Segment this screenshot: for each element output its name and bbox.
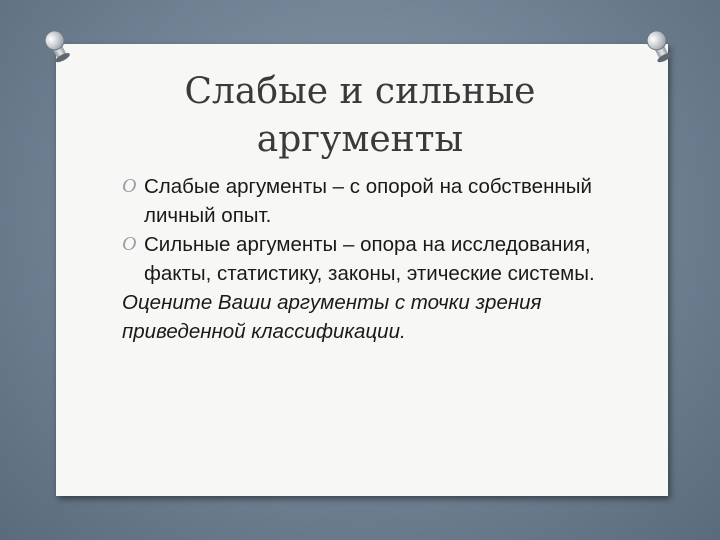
- slide-title: Слабые и сильные аргументы: [184, 71, 536, 160]
- bullet-icon: O: [122, 233, 137, 255]
- bullet-text: Сильные аргументы – опора на исследования, факты, статистику, законы, этические системы.: [144, 233, 595, 285]
- slide-content: [122, 172, 642, 346]
- bullet-icon: O: [122, 175, 137, 197]
- slide-note: Оцените Ваши аргументы с точки зрения приведенной классификации.: [122, 291, 542, 343]
- list-item: [122, 172, 642, 230]
- list-item: [122, 230, 642, 288]
- bullet-text: Слабые аргументы – с опорой на собственный личный опыт.: [144, 175, 592, 227]
